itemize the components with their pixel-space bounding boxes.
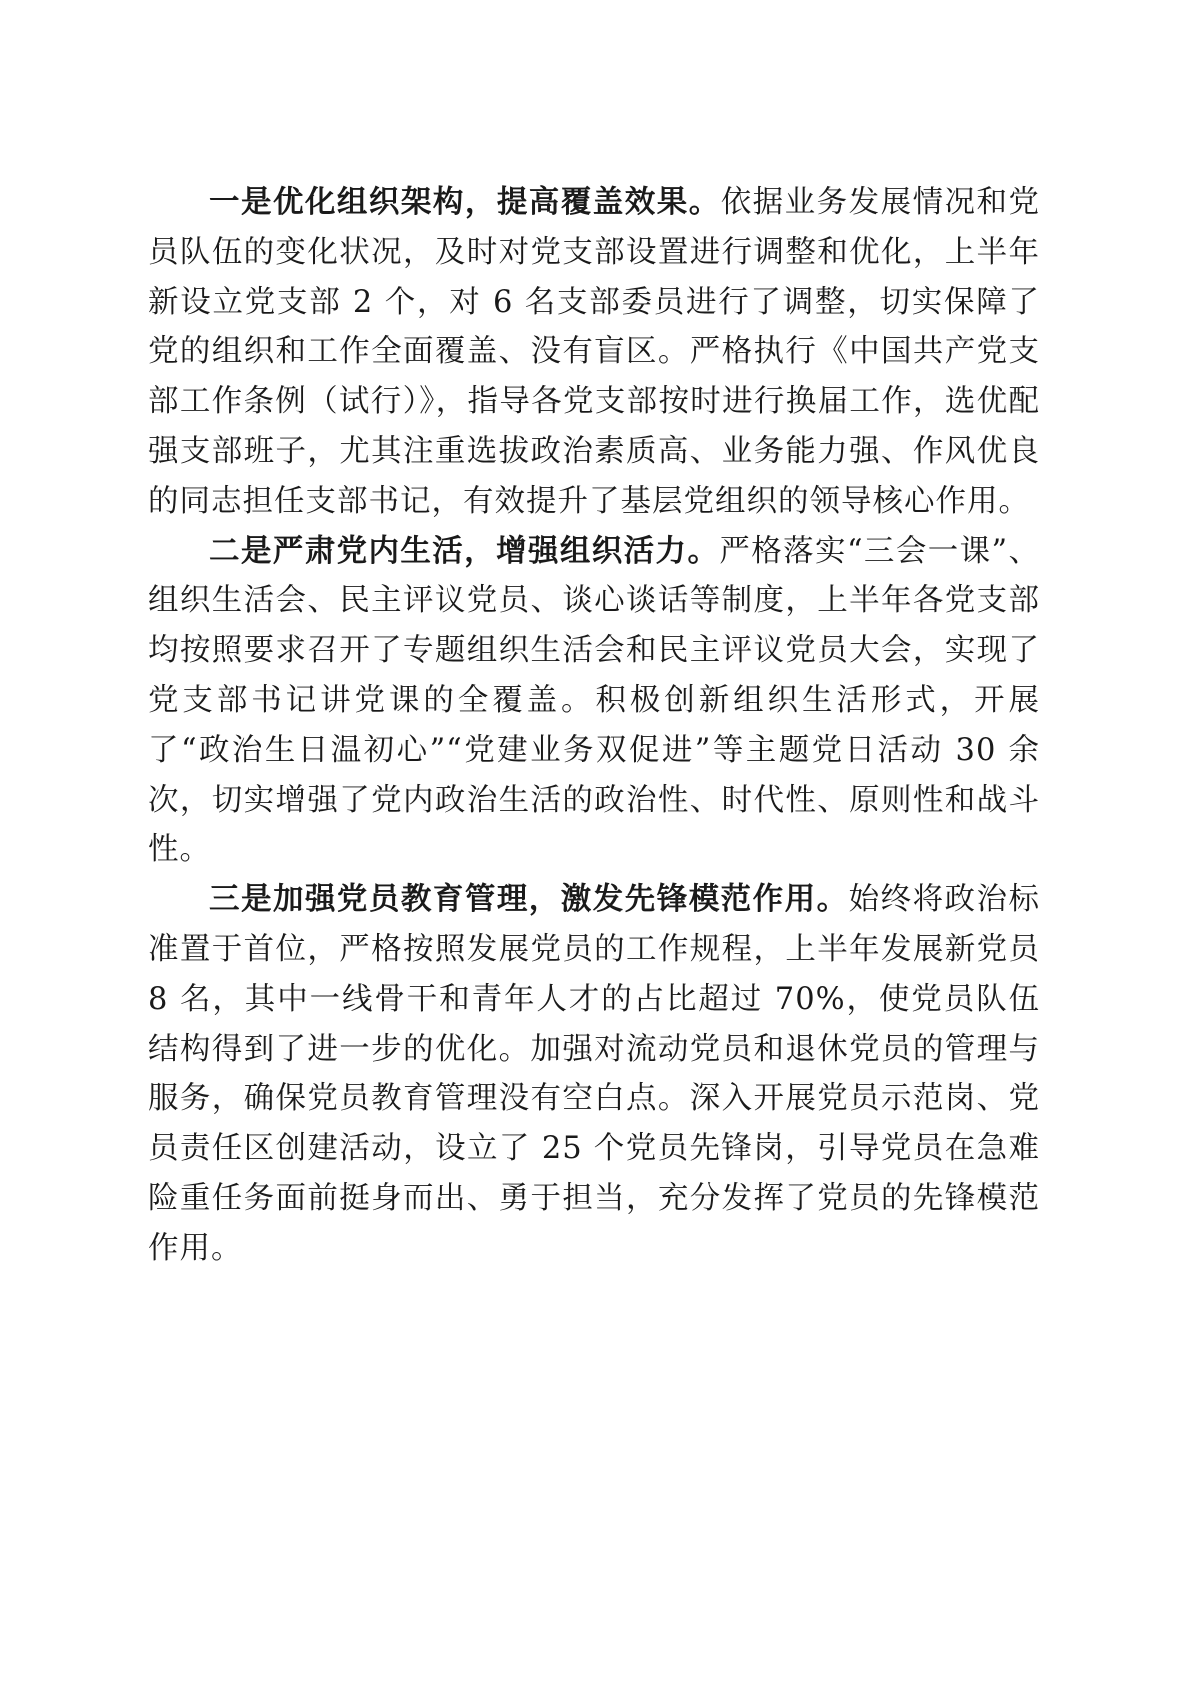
document-page [148, 178, 1040, 1274]
paragraph-lead: 二是严肃党内生活，增强组织活力。 [209, 532, 720, 569]
paragraph-body: 依据业务发展情况和党员队伍的变化状况，及时对党支部设置进行调整和优化，上半年新设立党支部 2 个，对 6 名支部委员进行了调整，切实保障了党的组织和工作全面覆盖、没有盲区。严格执行《中国共产党支部工作条例（试行）》，指导各党支部按时进行换届工作，选优配强支部班子，尤其注重选拔政治素质高、业务能力强、作风优良的同志担任支部书记，有效提升了基层党组织的领导核心作用。 [148, 185, 1041, 519]
paragraph-body: 严格落实“三会一课”、组织生活会、民主评议党员、谈心谈话等制度，上半年各党支部均按照要求召开了专题组织生活会和民主评议党员大会，实现了党支部书记讲党课的全覆盖。积极创新组织生活形式，开展了“政治生日温初心”“党建业务双促进”等主题党日活动 30 余次，切实增强了党内政治生活的政治性、时代性、原则性和战斗性。 [148, 533, 1041, 868]
paragraph-member-education [148, 875, 1040, 1273]
paragraph-organization-structure [148, 178, 1040, 527]
paragraph-lead: 一是优化组织架构，提高覆盖效果。 [209, 184, 721, 220]
paragraph-party-life [148, 527, 1040, 876]
paragraph-lead: 三是加强党员教育管理，激发先锋模范作用。 [209, 881, 849, 918]
paragraph-body: 始终将政治标准置于首位，严格按照发展党员的工作规程，上半年发展新党员 8 名，其中一线骨干和青年人才的占比超过 70%，使党员队伍结构得到了进一步的优化。加强对流动党员和退休党员的管理与服务，确保党员教育管理没有空白点。深入开展党员示范岗、党员责任区创建活动，设立了 25 个党员先锋岗，引导党员在急难险重任务面前挺身而出、勇于担当，充分发挥了党员的先锋模范作用。 [148, 882, 1041, 1266]
